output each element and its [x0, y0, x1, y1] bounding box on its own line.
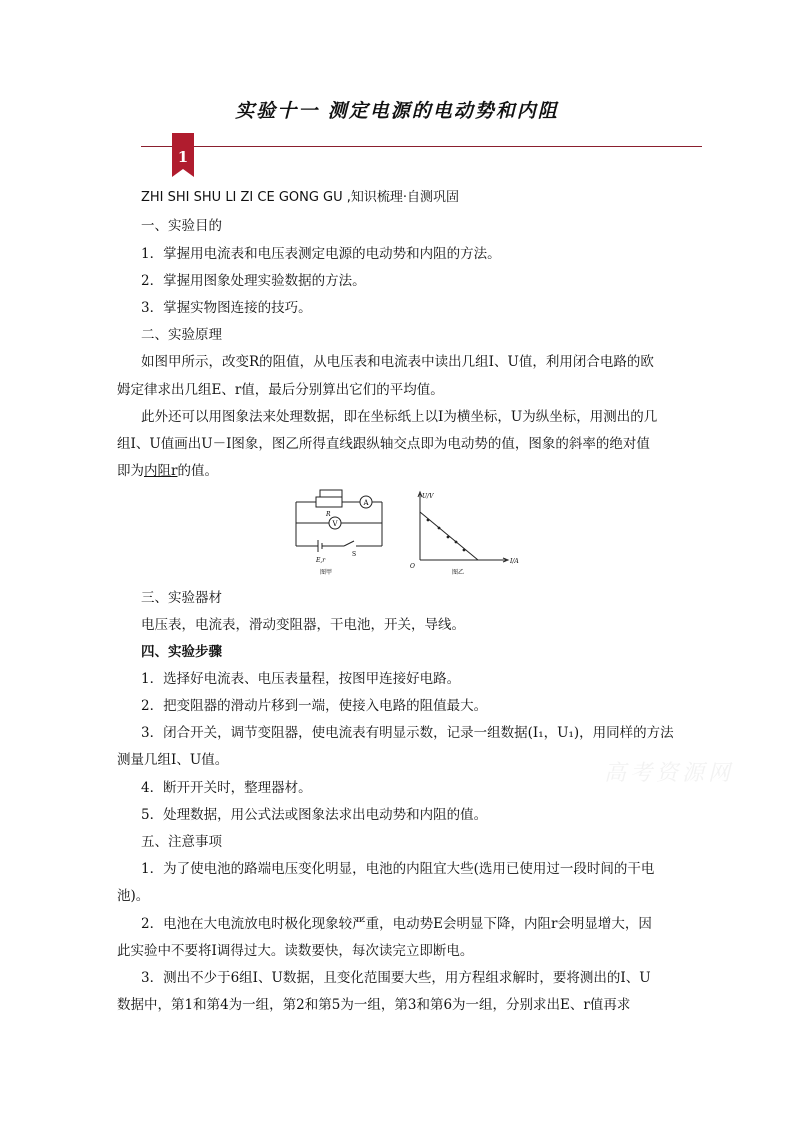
- principle-para-2c: [117, 462, 662, 480]
- note-3a: 3．测出不少于6组I、U数据，且变化范围要大些，用方程组求解时，要将测出的I、U: [141, 970, 651, 986]
- heading-principle: 二、实验原理: [141, 327, 222, 343]
- note-2a: 2．电池在大电流放电时极化现象较严重，电动势E会明显下降，内阻r会明显增大，因: [141, 916, 652, 932]
- note-1a: 1．为了使电池的路端电压变化明显，电池的内阻宜大些(选用已使用过一段时间的干电: [141, 861, 655, 877]
- principle-para-1a: 如图甲所示，改变R的阻值，从电压表和电流表中读出几组I、U值，利用闭合电路的欧: [141, 354, 654, 370]
- step-4: 4．断开开关时，整理器材。: [141, 780, 312, 796]
- aim-item-1: 1．掌握用电流表和电压表测定电源的电动势和内阻的方法。: [141, 246, 501, 262]
- note-2b: 此实验中不要将I调得过大。读数要快，每次读完立即断电。: [117, 943, 474, 959]
- switch-label: S: [352, 551, 357, 558]
- resistor-label: R: [326, 511, 331, 518]
- ui-graph: [418, 492, 508, 562]
- note-1b: 池)。: [117, 888, 150, 904]
- principle-text-end: 的值。: [177, 463, 218, 479]
- section-rule: [141, 146, 702, 147]
- principle-text: 即为: [117, 463, 144, 479]
- principle-para-1b: 姆定律求出几组E、r值，最后分别算出它们的平均值。: [117, 382, 444, 398]
- graph-x-label: I/A: [510, 558, 519, 565]
- figure-b-caption: 图乙: [452, 569, 465, 576]
- principle-para-2b: 组I、U值画出U－I图象，图乙所得直线跟纵轴交点即为电动势的值，图象的斜率的绝对值: [117, 436, 650, 452]
- heading-steps: 四、实验步骤: [141, 644, 222, 660]
- step-1: 1．选择好电流表、电压表量程，按图甲连接好电路。: [141, 671, 461, 687]
- page-title: 实验十一 测定电源的电动势和内阻: [235, 100, 559, 122]
- graph-origin-label: O: [410, 563, 415, 570]
- ammeter-label: A: [363, 499, 369, 507]
- watermark: 高考资源网: [604, 761, 735, 786]
- heading-notes: 五、注意事项: [141, 834, 222, 850]
- step-2: 2．把变阻器的滑动片移到一端，使接入电路的阻值最大。: [141, 698, 488, 714]
- heading-aim: 一、实验目的: [141, 218, 222, 234]
- heading-equipment: 三、实验器材: [141, 590, 222, 606]
- figure-a-caption: 图甲: [320, 569, 333, 576]
- graph-data-points: [427, 519, 466, 552]
- battery-label: E,r: [316, 557, 326, 564]
- voltmeter-label: V: [332, 520, 338, 528]
- step-3a: 3．闭合开关，调节变阻器，使电流表有明显示数，记录一组数据(I₁，U₁)，用同样的方法: [141, 725, 674, 741]
- circuit-diagram: [296, 490, 382, 552]
- graph-y-label: U/V: [422, 493, 434, 500]
- aim-item-2: 2．掌握用图象处理实验数据的方法。: [141, 273, 366, 289]
- step-5: 5．处理数据，用公式法或图象法求出电动势和内阻的值。: [141, 807, 488, 823]
- principle-para-2a: 此外还可以用图象法来处理数据，即在坐标纸上以I为横坐标，U为纵坐标，用测出的几: [141, 409, 658, 425]
- aim-item-3: 3．掌握实物图连接的技巧。: [141, 300, 312, 316]
- figure-circuit-and-graph: [290, 486, 530, 578]
- equipment-list: 电压表，电流表，滑动变阻器，干电池，开关，导线。: [141, 617, 465, 633]
- section-badge-number: 1: [177, 148, 189, 166]
- step-3b: 测量几组I、U值。: [117, 752, 229, 768]
- section-header-line: ZHI SHI SHU LI ZI CE GONG GU ,知识梳理·自测巩固: [141, 190, 460, 205]
- internal-resistance-term: 内阻r: [144, 463, 178, 479]
- note-3b: 数据中，第1和第4为一组，第2和第5为一组，第3和第6为一组，分别求出E、r值再求: [117, 997, 631, 1013]
